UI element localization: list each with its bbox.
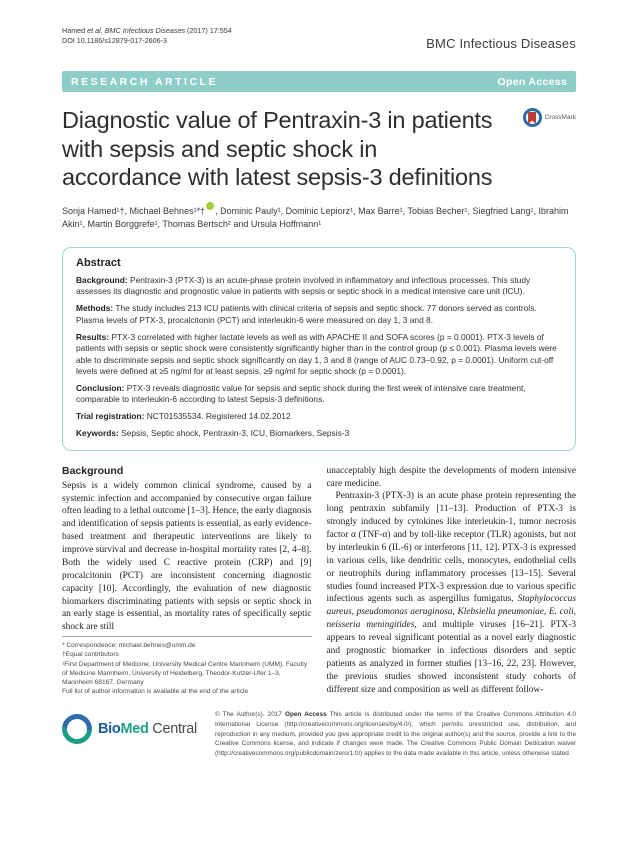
logo-bio: Bio xyxy=(98,721,121,738)
abstract-methods-label: Methods: xyxy=(76,303,114,314)
crossmark-label: CrossMark xyxy=(544,114,576,121)
abstract-conclusion xyxy=(76,383,562,406)
background-paragraph: Sepsis is a widely common clinical syndrome, caused by a systemic infection and accompanied by consecutive organ failure often leading to a lethal outcome [1–3]. Hence, the early diagnosis and identification of sepsis patients is essential, as early evidence-based treatment and therapeutic interventions are likely to improve survival and decrease in-hospital mortality rates [2, 4–8]. Both the widely used C reactive protein (CRP) and [9] procalcitonin (PCT) are inconsistent concerning diagnostic capacity [10]. Accordingly, the evaluation of new diagnostic biomarkers discriminating patients with sepsis or septic shock in an early stage is essential, as mortality rates of specifically septic shock are still xyxy=(62,480,312,633)
copyright-pre: © The Author(s). 2017 xyxy=(214,711,285,719)
crossmark-badge[interactable] xyxy=(523,108,576,127)
body-paragraph-2 xyxy=(327,490,577,696)
author-info-note: Full list of author information is available at the end of the article xyxy=(62,688,249,696)
footnote-block xyxy=(62,636,312,696)
biomed-central-circle-icon xyxy=(56,708,98,750)
abstract-methods xyxy=(76,303,562,326)
authors-part1: Sonja Hamed¹†, Michael Behnes¹*† xyxy=(62,205,206,216)
article-type-label: RESEARCH ARTICLE xyxy=(71,75,218,88)
body-columns xyxy=(62,465,576,697)
abstract-conclusion-label: Conclusion: xyxy=(76,382,125,393)
body-paragraph-2-post: and multiple viruses [16–21]. PTX-3 appears to reveal significant potential as a novel early diagnostic and prognostic biomarker in infectious disorders and septic patients as analyzed in former studies [13–16, 22, 23]. However, the previous studies showed inconsistent study cohorts of different size and composition as well as different follow- xyxy=(326,620,577,695)
background-heading: Background xyxy=(62,464,124,477)
abstract-keywords xyxy=(76,428,562,439)
doi-line: DOI 10.1186/s12879-017-2606-3 xyxy=(62,35,167,45)
authors-part2: , Dominic Pauly¹, Dominic Lepiorz¹, Max Barre¹, Tobias Becher¹, Siegfried Lang¹, Ibrahim Akin¹, Martin Borggrefe¹, Thomas Bertsch² and Ursula Hoffmann¹ xyxy=(62,205,569,230)
abstract-keywords-label: Keywords: xyxy=(76,428,119,439)
journal-name: BMC Infectious Diseases xyxy=(426,36,576,51)
body-paragraph-2-species: Staphylococcus aureus, pseudomonas aeruginosa, Klebsiella pneumoniae, E. coli, neisseria meningitides, xyxy=(326,594,576,631)
author-list xyxy=(62,202,576,231)
body-paragraph-1: unacceptably high despite the developments of modern intensive care medicine. xyxy=(326,465,576,489)
logo-central: Central xyxy=(148,721,197,738)
article-type-banner xyxy=(62,71,576,92)
abstract-results xyxy=(76,332,562,378)
abstract-box xyxy=(62,247,576,451)
open-access-label: Open Access xyxy=(497,75,567,88)
citation-line xyxy=(62,26,232,36)
copyright-text xyxy=(215,710,576,758)
logo-med: Med xyxy=(120,721,149,738)
abstract-background-text: Pentraxin-3 (PTX-3) is an acute-phase protein involved in inflammatory and infectious processes. This study assesses its diagnostic and prognostic value in patients with sepsis or septic shock in a medical intensive care unit (ICU). xyxy=(76,275,531,297)
abstract-trial-registration xyxy=(76,411,562,422)
abstract-trial-text: NCT01535534. Registered 14.02.2012 xyxy=(144,411,291,422)
abstract-results-text: PTX-3 correlated with higher lactate levels as well as with APACHE II and SOFA scores (p = 0.0001). PTX-3 levels of patients with sepsis or septic shock were consistently significantly higher than in the control group (p ≤ 0.001). Plasma levels were able to discriminate sepsis and septic shock significantly on day 1, 3 and 8 (range of AUC 0.73–0.92, p = 0.0001). Uniform cut-off levels were defined at ≥5 ng/ml for at least sepsis, ≥9 ng/ml for septic shock (p = 0.0001). xyxy=(76,331,557,377)
crossmark-flag-icon xyxy=(528,112,536,124)
biomed-central-logo xyxy=(62,714,197,744)
equal-contributors-note: †Equal contributors xyxy=(62,651,119,659)
abstract-heading: Abstract xyxy=(76,257,121,270)
citation-journal: et al. BMC Infectious Diseases xyxy=(87,26,186,35)
abstract-trial-label: Trial registration: xyxy=(76,411,145,422)
abstract-results-label: Results: xyxy=(76,331,110,342)
abstract-background-label: Background: xyxy=(76,275,128,286)
abstract-methods-text: The study includes 213 ICU patients with clinical criteria of sepsis and septic shock. 77 donors served as controls. Plasma levels of PTX-3, procalcitonin (PCT) and interleukin-6 were measured on day 1, 3 and 8. xyxy=(76,303,537,325)
copyright-post: This article is distributed under the terms of the Creative Commons Attribution 4.0 International License (http://creativecommons.org/licenses/by/4.0/), which permits unrestricted use, distribution, and reproduction in any medium, provided you give appropriate credit to the original author(s) and the source, provide a link to the Creative Commons license, and indicate if changes were made. The Creative Commons Public Domain Dedication waiver (http://creativecommons.org/publicdomain/zero/1.0/) applies to the data made available in this article, unless otherwise stated. xyxy=(214,711,576,757)
citation-author: Hamed xyxy=(62,26,88,35)
orcid-icon[interactable] xyxy=(206,202,214,210)
body-paragraph-2-pre: Pentraxin-3 (PTX-3) is an acute phase protein representing the long pentraxin subfamily [11–13]. Production of PTX-3 is strongly induced by cytokines like interleukin-1, tumor necrosis factor α (TNF-α) and by toll-like receptor (TLR) agonists, but not by interleukin 6 (IL-6) or interferons [11, 12]. PTX-3 is expressed in various cells, like dendritic cells, monocytes, endothelial cells or neutrophils during inflammatory processes [13–15]. Several studies found increased PTX-3 expression due to various specific infectious agents such as aspergillus fumigatus, xyxy=(326,491,576,605)
copyright-open-access: Open Access xyxy=(284,711,327,719)
biomed-central-wordmark xyxy=(98,721,197,737)
citation-volume: (2017) 17:554 xyxy=(185,26,232,35)
page-header xyxy=(62,26,576,51)
page-title: Diagnostic value of Pentraxin-3 in patients with sepsis and septic shock in accordance with latest sepsis-3 definitions xyxy=(62,107,493,191)
title-block xyxy=(62,106,576,192)
abstract-keywords-text: Sepsis, Septic shock, Pentraxin-3, ICU, Biomarkers, Sepsis-3 xyxy=(118,428,350,439)
correspondence-note: * Correspondence: michael.behnes@umm.de xyxy=(62,642,196,650)
crossmark-icon xyxy=(523,108,542,127)
affiliation-note: ¹First Department of Medicine, University Medical Centre Mannheim (UMM), Faculty of Medicine Mannheim, University of Heidelberg, Theodor-Kutzer-Ufer 1–3, Mannheim 68167, Germany xyxy=(62,660,308,686)
page-footer xyxy=(62,710,576,758)
abstract-conclusion-text: PTX-3 reveals diagnostic value for sepsis and septic shock during the first week of intensive care treatment, comparable to interleukin-6 according to latest Sepsis-3 definitions. xyxy=(76,382,526,405)
citation-block xyxy=(62,26,232,45)
right-column xyxy=(327,465,577,697)
abstract-background xyxy=(76,275,562,298)
left-column xyxy=(62,465,312,697)
